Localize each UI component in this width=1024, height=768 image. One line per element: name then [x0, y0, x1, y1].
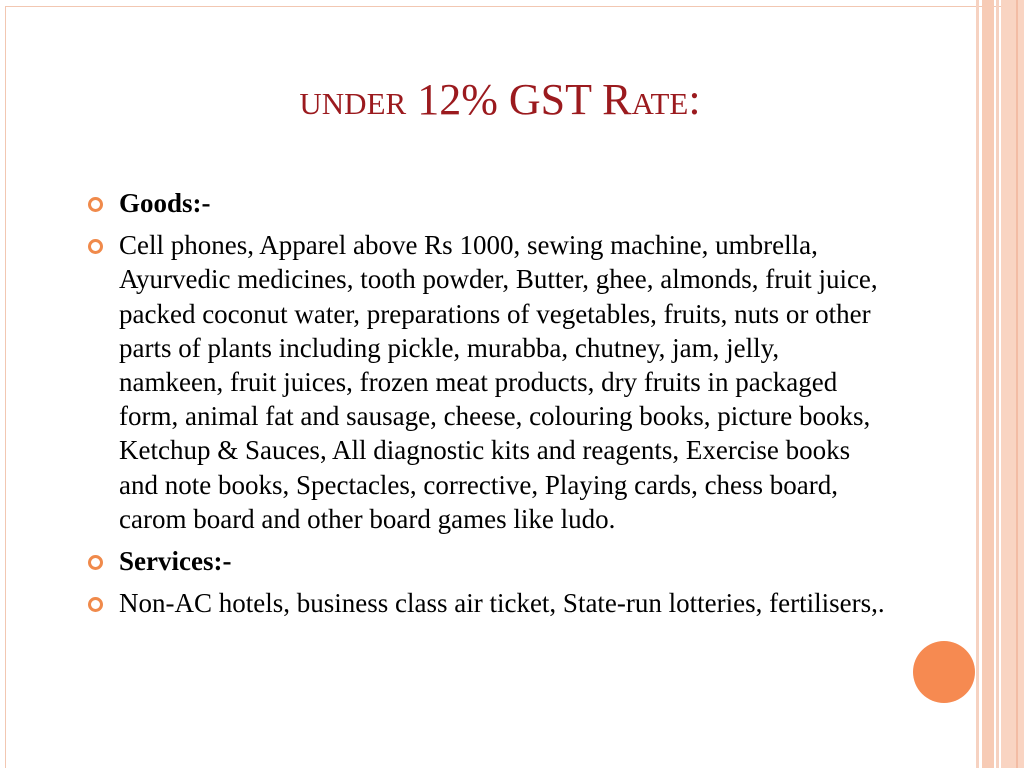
orange-ring-bullet-icon [88, 597, 103, 612]
orange-ring-bullet-icon [88, 555, 103, 570]
decorative-circle [913, 641, 975, 703]
orange-ring-bullet-icon [88, 197, 103, 212]
list-item-text: Non-AC hotels, business class air ticket, State-run lotteries, fertilisers,. [119, 588, 885, 619]
list-item [88, 186, 888, 220]
bullet-list [88, 186, 888, 628]
list-item [88, 586, 888, 620]
list-item [88, 228, 888, 536]
title-suffix: Rate: [602, 75, 701, 124]
title-middle: 12% GST [417, 75, 592, 124]
orange-ring-bullet-icon [88, 239, 103, 254]
title-prefix: under [299, 75, 407, 124]
list-item-text: Cell phones, Apparel above Rs 1000, sewing machine, umbrella, Ayurvedic medicines, tooth powder, Butter, ghee, almonds, fruit juice, packed coconut water, preparations of vegetables, fruits, nuts or other parts of plants including pickle, murabba, chutney, jam, jelly, namkeen, fruit juices, frozen meat products, dry fruits in packaged form, animal fat and sausage, cheese, colouring books, picture books, Ketchup & Sauces, All diagnostic kits and reagents, Exercise books and note books, Spectacles, corrective, Playing cards, chess board, carom board and other board games like ludo. [119, 230, 878, 534]
list-item [88, 544, 888, 578]
slide-title [0, 74, 1000, 126]
decorative-stripe [1016, 0, 1018, 768]
list-item-text: Services:- [119, 546, 232, 577]
decorative-stripe [1001, 0, 1024, 768]
list-item-text: Goods:- [119, 188, 211, 218]
